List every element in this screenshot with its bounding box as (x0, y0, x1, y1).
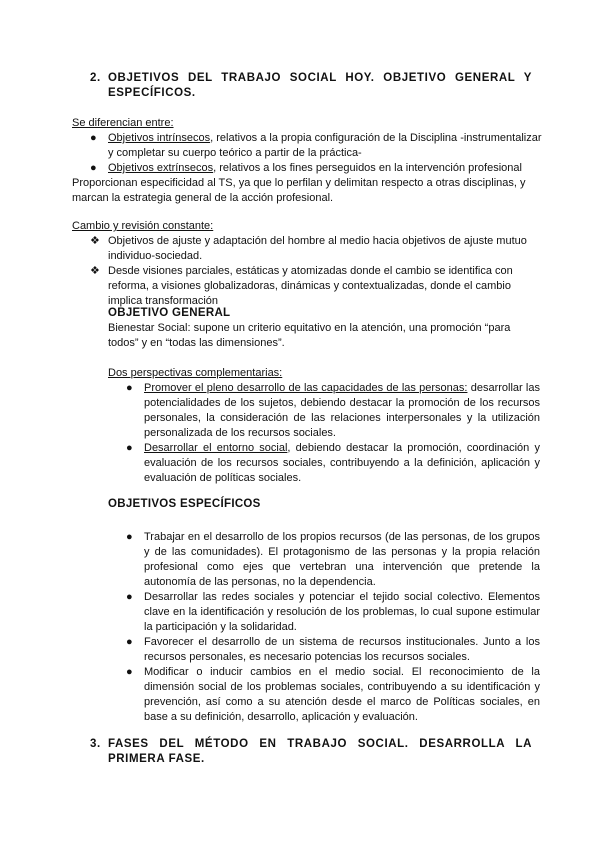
section-2-heading (92, 71, 532, 101)
item-text: , relativos a la propia configuración de la Disciplina -instrumentalizar y completar su cuerpo teórico a partir de la práctica- (108, 132, 542, 159)
general-block (108, 306, 540, 486)
section-3-heading (92, 737, 532, 767)
item-lead: Promover el pleno desarrollo de las capacidades de las personas: (144, 382, 468, 394)
item-text: Desde visiones parciales, estáticas y atomizadas donde el cambio se identifica con reforma, a visiones globalizadoras, dinámicas y contextualizadas, donde el cambio implica transformación (108, 265, 513, 307)
list-item (108, 441, 540, 486)
list-item (108, 665, 540, 725)
item-text: , debiendo destacar la promoción, coordinación y evaluación de los recursos sociales, contribuyendo a la definición, aplicación y evaluación de políticas sociales. (144, 442, 541, 484)
differ-block (72, 116, 542, 206)
bullet-icon: ● (126, 442, 133, 454)
item-text: Objetivos de ajuste y adaptación del hombre al medio hacia objetivos de ajuste mutuo individuo-sociedad. (108, 235, 527, 262)
item-text: Desarrollar las redes sociales y potenciar el tejido social colectivo. Elementos clave en la identificación y resolución de los problemas, lo cual supone estimular la participación y la solidaridad. (144, 591, 540, 633)
bullet-icon: ● (126, 591, 133, 603)
differ-closing: Proporcionan especificidad al TS, ya que lo perfilan y delimitan respecto a otras disciplinas, y marcan la estrategia general de la acción profesional. (72, 177, 526, 204)
item-text: desarrollar las potencialidades de los sujetos, debiendo destacar la promoción de los recursos personales, la consideración de las relaciones interpersonales y la utilización personalizada de los recursos sociales. (144, 382, 540, 439)
list-item (72, 234, 542, 264)
change-heading: Cambio y revisión constante: (72, 220, 214, 232)
list-item (108, 530, 540, 590)
perspectives-list (108, 381, 540, 486)
bullet-icon: ● (126, 666, 133, 678)
item-text: Modificar o inducir cambios en el medio social. El reconocimiento de la dimensión social de los problemas sociales, contribuyendo a su identificación y prevención, así como a su atención desde el marco de Políticas sociales, en base a su definición, desarrollo, aplicación y evaluación. (144, 666, 540, 723)
specific-list (108, 530, 540, 725)
list-item (72, 264, 542, 309)
list-item (72, 161, 542, 176)
item-text: Trabajar en el desarrollo de los propios recursos (de las personas, de los grupos y de las comunidades). El protagonismo de las personas y la propia relación profesional como ejes que vertebran una intervención que pretende la autonomía de las personas, no la dependencia. (144, 531, 540, 588)
diamond-bullet-icon: ❖ (90, 265, 100, 277)
section-3-title: FASES DEL MÉTODO EN TRABAJO SOCIAL. DESARROLLA LA PRIMERA FASE. (108, 738, 532, 765)
diamond-bullet-icon: ❖ (90, 235, 100, 247)
perspectives-heading: Dos perspectivas complementarias: (108, 367, 283, 379)
list-item (72, 131, 542, 161)
item-lead: Objetivos extrínsecos (108, 162, 214, 174)
bullet-icon: ● (90, 132, 97, 144)
general-text: Bienestar Social: supone un criterio equitativo en la atención, una promoción “para todos” y en “todas las dimensiones”. (108, 322, 511, 349)
bullet-icon: ● (126, 382, 133, 394)
specific-block (108, 530, 540, 725)
section-2-number: 2. (90, 72, 101, 84)
differ-heading: Se diferencian entre: (72, 117, 174, 129)
item-lead: Desarrollar el entorno social (144, 442, 288, 454)
bullet-icon: ● (90, 162, 97, 174)
list-item (108, 381, 540, 441)
item-text: Favorecer el desarrollo de un sistema de recursos institucionales. Junto a los recursos personales, es necesario potencias los recursos sociales. (144, 636, 540, 663)
item-lead: Objetivos intrínsecos (108, 132, 211, 144)
section-3-number: 3. (90, 738, 101, 750)
change-block (72, 219, 542, 309)
specific-heading-block (108, 497, 540, 512)
list-item (108, 590, 540, 635)
bullet-icon: ● (126, 636, 133, 648)
specific-heading: OBJETIVOS ESPECÍFICOS (108, 498, 261, 510)
bullet-icon: ● (126, 531, 133, 543)
change-list (72, 234, 542, 309)
differ-list (72, 131, 542, 176)
list-item (108, 635, 540, 665)
section-2-title: OBJETIVOS DEL TRABAJO SOCIAL HOY. OBJETIVO GENERAL Y ESPECÍFICOS. (108, 72, 532, 99)
general-heading: OBJETIVO GENERAL (108, 307, 231, 319)
item-text: , relativos a los fines perseguidos en la intervención profesional (213, 162, 522, 174)
